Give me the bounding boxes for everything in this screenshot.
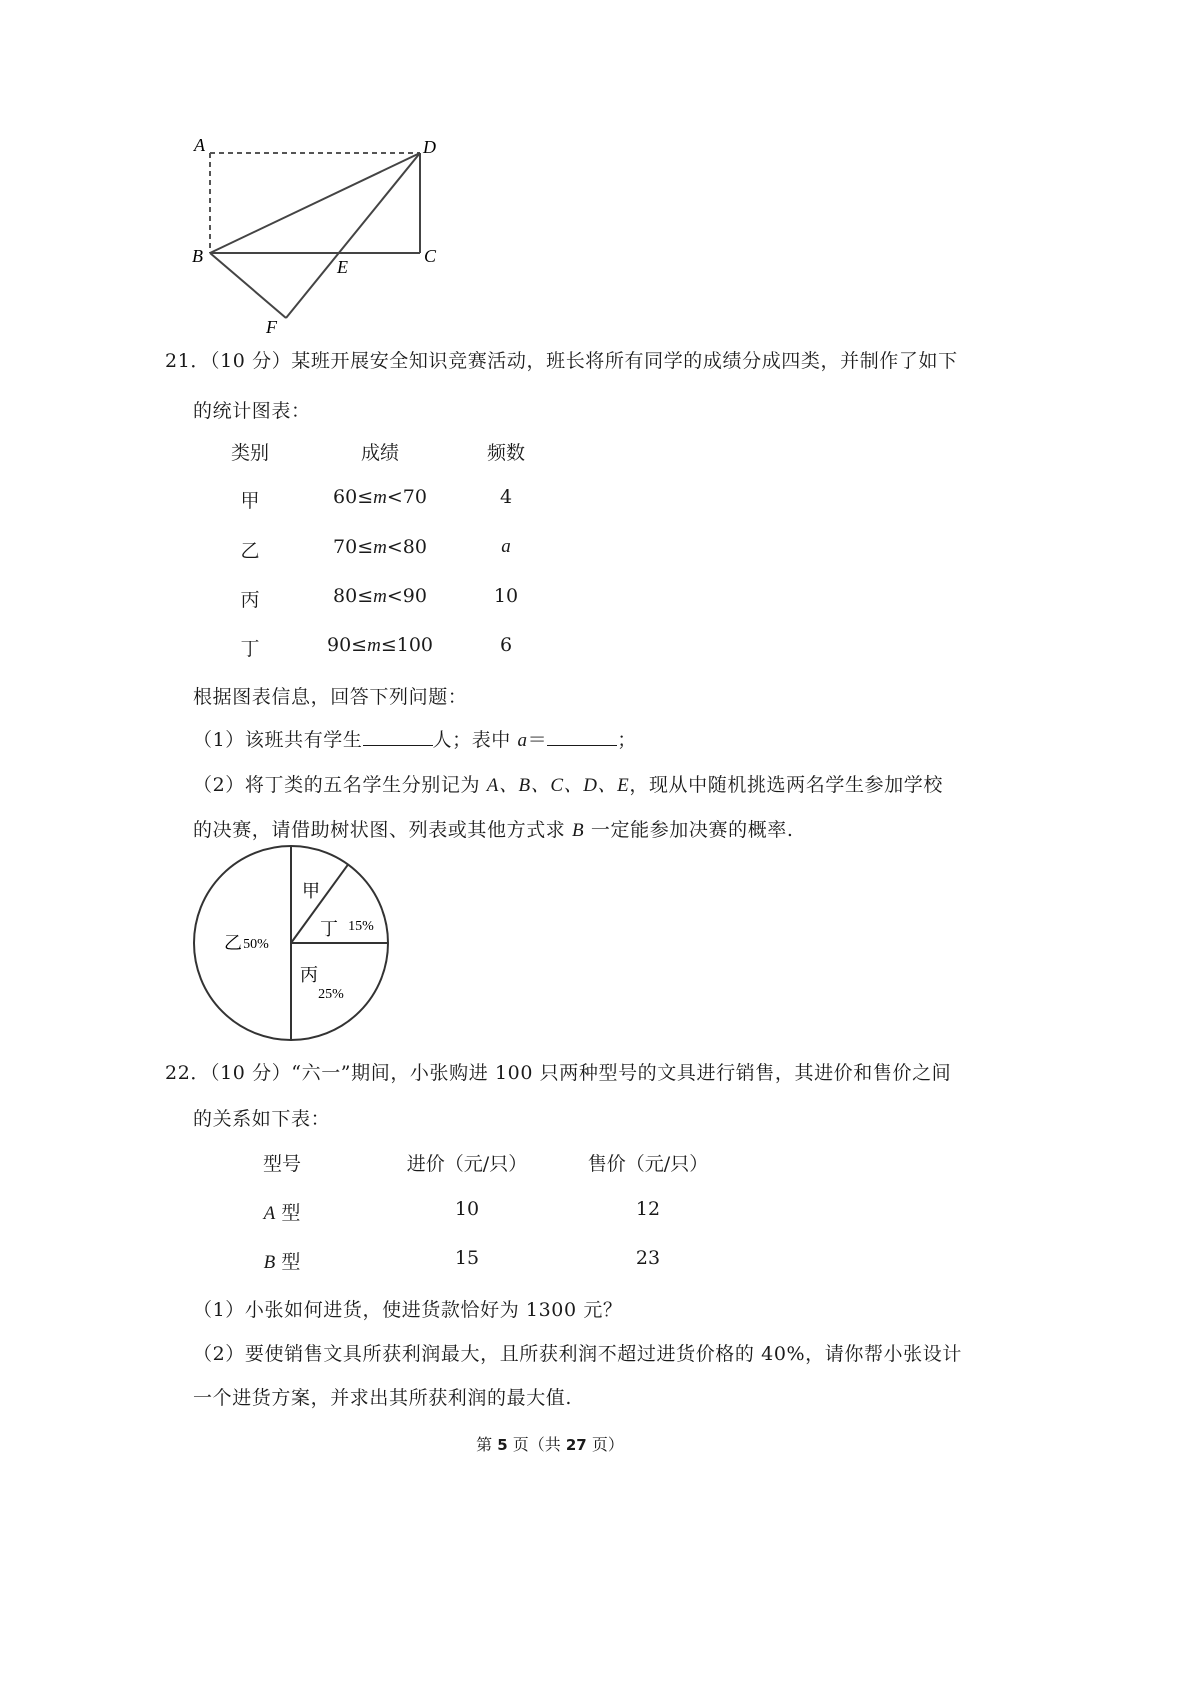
q21-cell-frequency: a	[501, 536, 511, 557]
q22-cell-cost: 10	[454, 1198, 480, 1220]
segment-bf	[210, 253, 286, 318]
q21-cell-category: 乙	[240, 540, 260, 562]
q22-cell-model	[252, 1198, 312, 1225]
pie-percent-label: 50%	[243, 937, 269, 952]
q21-sub1-text-b: 人；表中	[432, 729, 511, 751]
pie-slice-label: 丙	[300, 965, 318, 985]
q21-header-category: 类别	[230, 442, 269, 464]
q21-cell-category: 甲	[240, 490, 260, 512]
q22-cell-model	[252, 1247, 312, 1274]
pie-percent-label: 15%	[348, 919, 374, 934]
pie-slice-label: 丁	[320, 919, 338, 939]
q21-stem-line1: 21．（10 分）某班开展安全知识竞赛活动，班长将所有同学的成绩分成四类，并制作了如下	[165, 350, 958, 372]
q21-cell-frequency: 4	[499, 486, 513, 508]
q21-header-frequency: 频数	[486, 442, 525, 464]
q22-header-cost: 进价（元/只）	[406, 1153, 528, 1175]
q21-cell-category: 丁	[240, 638, 260, 660]
pie-slice-label: 甲	[302, 881, 320, 901]
q21-sub2-text-d: 一定能参加决赛的概率.	[584, 819, 794, 841]
q21-cell-frequency: 10	[493, 585, 519, 607]
q22-stem-line1: 22．（10 分）“六一”期间，小张购进 100 只两种型号的文具进行销售，其进价和售价之间	[165, 1062, 952, 1084]
q21-cell-category: 丙	[240, 589, 260, 611]
q22-sub1: （1）小张如何进货，使进货款恰好为 1300 元？	[193, 1299, 623, 1321]
label-f: F	[266, 317, 277, 337]
label-c: C	[424, 246, 437, 266]
q21-cell-frequency: 6	[499, 634, 513, 656]
q21-sub1-text-d: ；	[617, 729, 637, 751]
var-m: m	[367, 635, 381, 656]
model-letter: B	[263, 1252, 276, 1273]
q21-sub2-line2	[193, 815, 794, 842]
label-d: D	[423, 137, 436, 157]
blank-total-students[interactable]	[363, 727, 433, 746]
range-upper: <70	[386, 486, 427, 508]
footer-prefix: 第	[476, 1435, 498, 1454]
range-lower: 80≤	[333, 585, 374, 607]
label-a: A	[194, 135, 205, 155]
range-lower: 70≤	[333, 536, 374, 558]
q21-sub2-text-b: ，现从中随机挑选两名学生参加学校	[629, 774, 943, 796]
q21-stem-line2: 的统计图表：	[193, 400, 311, 422]
footer-total-pages: 27	[565, 1436, 587, 1454]
pie-chart	[190, 843, 390, 1043]
range-upper: <90	[386, 585, 427, 607]
var-m: m	[373, 537, 387, 558]
q21-intro: 根据图表信息，回答下列问题：	[193, 686, 468, 708]
q22-cell-price: 12	[635, 1198, 661, 1220]
blank-a-value[interactable]	[547, 727, 617, 746]
q21-sub1-text-a: （1）该班共有学生	[193, 729, 363, 751]
footer-page-number: 5	[497, 1436, 508, 1454]
model-letter: A	[263, 1203, 276, 1224]
q22-sub2-line2: 一个进货方案，并求出其所获利润的最大值.	[193, 1387, 573, 1409]
segment-df	[286, 153, 420, 318]
geometry-figure	[190, 130, 460, 345]
q22-sub2-line1: （2）要使销售文具所获利润最大，且所获利润不超过进货价格的 40%，请你帮小张设计	[193, 1343, 962, 1365]
page-footer	[0, 1432, 1100, 1455]
q21-sub2-line1	[193, 770, 943, 797]
q21-header-score: 成绩	[360, 442, 399, 464]
range-upper: <80	[386, 536, 427, 558]
pie-slice-label: 乙	[224, 933, 242, 953]
model-suffix: 型	[275, 1202, 301, 1224]
range-lower: 60≤	[333, 486, 374, 508]
q22-header-model: 型号	[262, 1153, 301, 1175]
q22-cell-cost: 15	[454, 1247, 480, 1269]
label-e: E	[337, 257, 348, 277]
model-suffix: 型	[275, 1251, 301, 1273]
var-m: m	[373, 586, 387, 607]
var-m: m	[373, 487, 387, 508]
footer-suffix: 页）	[586, 1435, 624, 1454]
q21-cell-score	[300, 585, 460, 608]
footer-middle: 页（共	[507, 1435, 566, 1454]
q21-sub2-text-c: 的决赛，请借助树状图、列表或其他方式求	[193, 819, 573, 841]
range-lower: 90≤	[326, 634, 368, 656]
q22-header-price: 售价（元/只）	[587, 1153, 709, 1175]
q21-cell-score	[300, 634, 460, 657]
var-a: a	[517, 730, 528, 751]
letter-b: B	[572, 820, 585, 841]
q22-stem-line2: 的关系如下表：	[193, 1108, 331, 1130]
range-upper: ≤100	[380, 634, 434, 656]
segment-bd	[210, 153, 420, 253]
q21-sub2-text-a: （2）将丁类的五名学生分别记为	[193, 774, 487, 796]
q21-cell-score	[300, 486, 460, 509]
q22-cell-price: 23	[635, 1247, 661, 1269]
q21-sub1	[193, 725, 637, 752]
q21-sub1-text-c: ＝	[527, 729, 548, 751]
pie-percent-label: 25%	[318, 987, 344, 1002]
q21-cell-score	[300, 536, 460, 559]
label-b: B	[192, 246, 203, 266]
student-letters: A、B、C、D、E	[486, 775, 630, 796]
